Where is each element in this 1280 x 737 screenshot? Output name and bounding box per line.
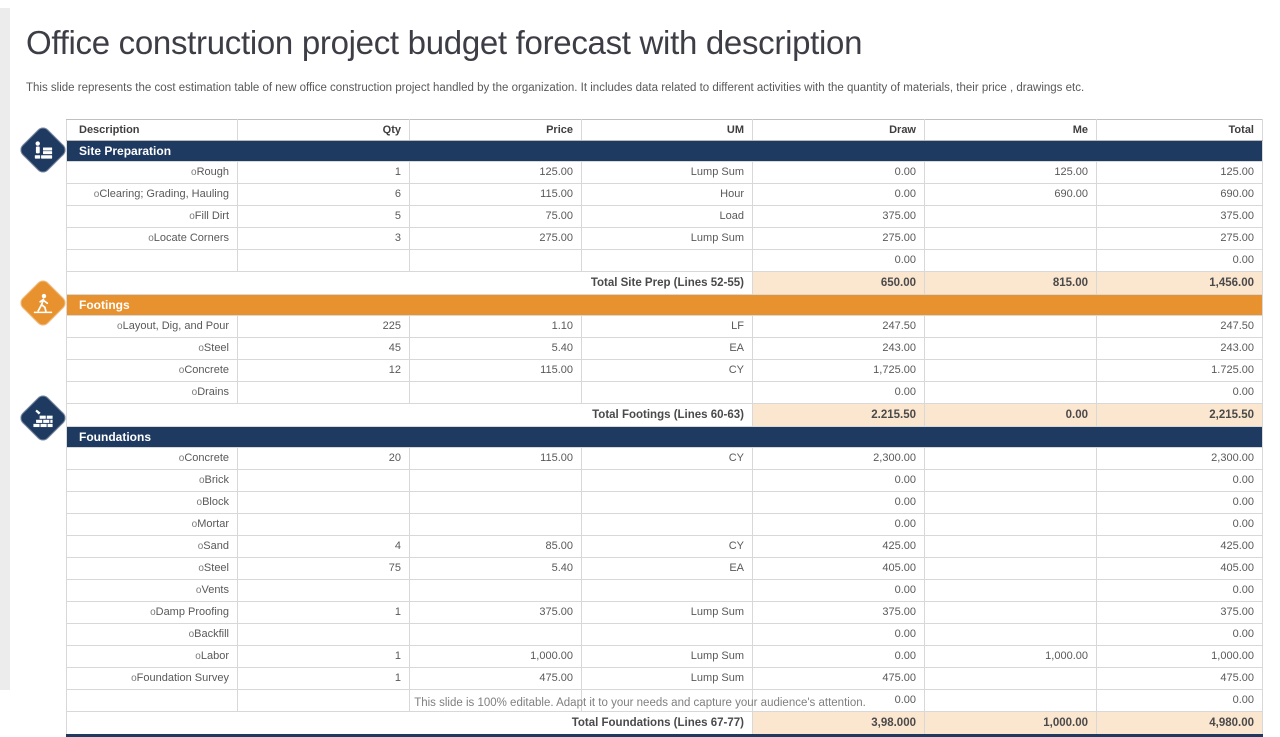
- value-cell: [410, 470, 582, 492]
- value-cell: 5.40: [410, 338, 582, 360]
- value-cell: [582, 382, 753, 404]
- item-bullet: o: [195, 651, 201, 662]
- description-cell: [67, 580, 238, 602]
- total-draw-cell: 3,98.000: [753, 712, 925, 736]
- item-bullet: o: [178, 453, 185, 464]
- value-cell: [582, 624, 753, 646]
- item-bullet: o: [197, 541, 204, 552]
- value-cell: [925, 558, 1097, 580]
- description-cell: [67, 162, 238, 184]
- value-cell: 3: [238, 228, 410, 250]
- description-cell: [67, 382, 238, 404]
- value-cell: 0.00: [1097, 690, 1263, 712]
- value-cell: 125.00: [410, 162, 582, 184]
- item-label: Layout, Dig, and Pour: [122, 320, 229, 332]
- value-cell: [410, 514, 582, 536]
- value-cell: 405.00: [1097, 558, 1263, 580]
- value-cell: 45: [238, 338, 410, 360]
- item-bullet: o: [131, 673, 137, 684]
- value-cell: Lump Sum: [582, 228, 753, 250]
- value-cell: 85.00: [410, 536, 582, 558]
- table-row: [67, 470, 1263, 492]
- value-cell: 405.00: [753, 558, 925, 580]
- value-cell: 375.00: [753, 602, 925, 624]
- value-cell: 12: [238, 360, 410, 382]
- value-cell: 475.00: [753, 668, 925, 690]
- value-cell: 1: [238, 668, 410, 690]
- value-cell: 0.00: [1097, 492, 1263, 514]
- total-total-cell: 1,456.00: [1097, 272, 1263, 295]
- slide-left-edge-strip: [0, 8, 10, 690]
- foundations-icon: [18, 393, 69, 444]
- section-header-site-preparation: Site Preparation: [67, 141, 1263, 162]
- value-cell: 6: [238, 184, 410, 206]
- description-cell: [67, 558, 238, 580]
- table-row: [67, 602, 1263, 624]
- site-preparation-icon: [18, 125, 69, 176]
- value-cell: 115.00: [410, 448, 582, 470]
- value-cell: Lump Sum: [582, 162, 753, 184]
- table-row: [67, 558, 1263, 580]
- item-bullet: o: [198, 343, 204, 354]
- item-bullet: o: [196, 497, 203, 508]
- col-header-qty: Qty: [238, 120, 410, 141]
- editable-note: This slide is 100% editable. Adapt it to your needs and capture your audience's attention.: [414, 697, 866, 709]
- item-label: Concrete: [184, 364, 229, 376]
- value-cell: 690.00: [925, 184, 1097, 206]
- description-cell: [67, 470, 238, 492]
- description-cell: [67, 646, 238, 668]
- value-cell: 375.00: [753, 206, 925, 228]
- value-cell: 247.50: [1097, 316, 1263, 338]
- value-cell: [925, 228, 1097, 250]
- total-draw-cell: 650.00: [753, 272, 925, 295]
- description-cell: [67, 602, 238, 624]
- total-draw-cell: 2.215.50: [753, 404, 925, 427]
- description-cell: [67, 250, 238, 272]
- value-cell: 690.00: [1097, 184, 1263, 206]
- table-row: [67, 206, 1263, 228]
- worker-with-crates-glyph: [32, 139, 55, 162]
- table-row: [67, 228, 1263, 250]
- value-cell: 243.00: [753, 338, 925, 360]
- value-cell: [238, 580, 410, 602]
- item-bullet: o: [191, 519, 198, 530]
- item-bullet: o: [117, 321, 123, 332]
- value-cell: [410, 624, 582, 646]
- value-cell: 375.00: [1097, 206, 1263, 228]
- total-label: Total Site Prep (Lines 52-55): [67, 272, 753, 295]
- table-row: [67, 668, 1263, 690]
- item-label: Fill Dirt: [194, 210, 229, 222]
- total-total-cell: 2,215.50: [1097, 404, 1263, 427]
- value-cell: 5: [238, 206, 410, 228]
- value-cell: [925, 514, 1097, 536]
- col-header-description: Description: [67, 120, 238, 141]
- col-header-draw: Draw: [753, 120, 925, 141]
- value-cell: 0.00: [753, 690, 925, 712]
- value-cell: 1,000.00: [410, 646, 582, 668]
- value-cell: 1,000.00: [1097, 646, 1263, 668]
- budget-table-body: [67, 141, 1263, 736]
- value-cell: [410, 250, 582, 272]
- total-me-cell: 1,000.00: [925, 712, 1097, 736]
- table-row: [67, 646, 1263, 668]
- value-cell: 243.00: [1097, 338, 1263, 360]
- item-bullet: o: [191, 167, 197, 178]
- value-cell: 2,300.00: [753, 448, 925, 470]
- value-cell: [582, 492, 753, 514]
- item-label: Sand: [203, 540, 229, 552]
- value-cell: 75: [238, 558, 410, 580]
- value-cell: 1: [238, 646, 410, 668]
- item-label: Brick: [204, 474, 229, 486]
- value-cell: LF: [582, 316, 753, 338]
- total-label: Total Footings (Lines 60-63): [67, 404, 753, 427]
- item-bullet: o: [195, 585, 202, 596]
- value-cell: 1.725.00: [1097, 360, 1263, 382]
- value-cell: 0.00: [753, 624, 925, 646]
- value-cell: 0.00: [753, 250, 925, 272]
- item-bullet: o: [198, 563, 204, 574]
- value-cell: [925, 470, 1097, 492]
- value-cell: 0.00: [1097, 470, 1263, 492]
- item-label: Vents: [201, 584, 229, 596]
- value-cell: [410, 580, 582, 602]
- table-row: [67, 536, 1263, 558]
- item-label: Foundation Survey: [136, 672, 229, 684]
- table-row: [67, 250, 1263, 272]
- value-cell: 275.00: [1097, 228, 1263, 250]
- value-cell: [582, 470, 753, 492]
- item-bullet: o: [93, 189, 100, 200]
- value-cell: 125.00: [925, 162, 1097, 184]
- description-cell: [67, 624, 238, 646]
- value-cell: 0.00: [753, 382, 925, 404]
- table-row: [67, 492, 1263, 514]
- value-cell: 475.00: [410, 668, 582, 690]
- value-cell: CY: [582, 360, 753, 382]
- value-cell: [238, 250, 410, 272]
- page-title: Office construction project budget forecast with description: [26, 24, 863, 61]
- item-label: Clearing; Grading, Hauling: [99, 188, 229, 200]
- item-label: Concrete: [184, 452, 229, 464]
- value-cell: 375.00: [1097, 602, 1263, 624]
- value-cell: 475.00: [1097, 668, 1263, 690]
- budget-table-header: [67, 120, 1263, 141]
- value-cell: [925, 624, 1097, 646]
- value-cell: [238, 470, 410, 492]
- value-cell: 0.00: [1097, 580, 1263, 602]
- value-cell: [582, 514, 753, 536]
- value-cell: [925, 448, 1097, 470]
- value-cell: Lump Sum: [582, 668, 753, 690]
- total-total-cell: 4,980.00: [1097, 712, 1263, 736]
- value-cell: [925, 536, 1097, 558]
- value-cell: [925, 360, 1097, 382]
- value-cell: 275.00: [410, 228, 582, 250]
- total-row-footings: [67, 404, 1263, 427]
- col-header-total: Total: [1097, 120, 1263, 141]
- value-cell: 1,000.00: [925, 646, 1097, 668]
- value-cell: Lump Sum: [582, 602, 753, 624]
- value-cell: 115.00: [410, 360, 582, 382]
- value-cell: [925, 206, 1097, 228]
- slide-description: This slide represents the cost estimation table of new office construction project handled by the organization. It includes data related to different activities with the quantity of materials, their price , drawings etc.: [26, 82, 1085, 94]
- table-row: [67, 360, 1263, 382]
- value-cell: Load: [582, 206, 753, 228]
- description-cell: [67, 184, 238, 206]
- value-cell: 1: [238, 602, 410, 624]
- item-label: Locate Corners: [153, 232, 229, 244]
- value-cell: 275.00: [753, 228, 925, 250]
- value-cell: 1,725.00: [753, 360, 925, 382]
- value-cell: [925, 492, 1097, 514]
- total-me-cell: 0.00: [925, 404, 1097, 427]
- value-cell: CY: [582, 536, 753, 558]
- item-bullet: o: [150, 607, 156, 618]
- value-cell: 425.00: [1097, 536, 1263, 558]
- col-header-um: UM: [582, 120, 753, 141]
- value-cell: [925, 316, 1097, 338]
- value-cell: [410, 492, 582, 514]
- value-cell: 1.10: [410, 316, 582, 338]
- value-cell: 0.00: [753, 580, 925, 602]
- value-cell: [925, 338, 1097, 360]
- table-row: [67, 184, 1263, 206]
- item-bullet: o: [198, 475, 205, 486]
- value-cell: [925, 668, 1097, 690]
- value-cell: 375.00: [410, 602, 582, 624]
- value-cell: 0.00: [753, 646, 925, 668]
- table-row: [67, 624, 1263, 646]
- table-row: [67, 448, 1263, 470]
- value-cell: 0.00: [1097, 382, 1263, 404]
- description-cell: [67, 492, 238, 514]
- value-cell: [238, 492, 410, 514]
- description-cell: [67, 668, 238, 690]
- total-me-cell: 815.00: [925, 272, 1097, 295]
- item-label: Mortar: [197, 518, 229, 530]
- value-cell: 20: [238, 448, 410, 470]
- value-cell: 0.00: [753, 492, 925, 514]
- value-cell: [238, 514, 410, 536]
- value-cell: [582, 580, 753, 602]
- value-cell: 75.00: [410, 206, 582, 228]
- value-cell: 0.00: [753, 184, 925, 206]
- value-cell: 5.40: [410, 558, 582, 580]
- value-cell: 4: [238, 536, 410, 558]
- description-cell: [67, 448, 238, 470]
- item-label: Drains: [197, 386, 229, 398]
- value-cell: 247.50: [753, 316, 925, 338]
- item-label: Block: [202, 496, 229, 508]
- description-cell: [67, 316, 238, 338]
- value-cell: 2,300.00: [1097, 448, 1263, 470]
- item-bullet: o: [191, 387, 198, 398]
- section-header-footings: Footings: [67, 295, 1263, 316]
- table-row: [67, 382, 1263, 404]
- table-row: [67, 338, 1263, 360]
- item-label: Damp Proofing: [155, 606, 229, 618]
- table-row: [67, 580, 1263, 602]
- table-row: [67, 162, 1263, 184]
- table-row: [67, 514, 1263, 536]
- item-bullet: o: [189, 211, 195, 222]
- value-cell: [925, 580, 1097, 602]
- description-cell: [67, 206, 238, 228]
- item-label: Labor: [200, 650, 229, 662]
- total-label: Total Foundations (Lines 67-77): [67, 712, 753, 736]
- trowel-brick-wall-glyph: [32, 407, 55, 430]
- item-label: Steel: [203, 562, 229, 574]
- item-bullet: o: [148, 233, 154, 244]
- value-cell: [410, 382, 582, 404]
- value-cell: CY: [582, 448, 753, 470]
- description-cell: [67, 228, 238, 250]
- value-cell: 225: [238, 316, 410, 338]
- footings-icon: [18, 278, 69, 329]
- col-header-price: Price: [410, 120, 582, 141]
- walking-worker-glyph: [32, 292, 55, 315]
- value-cell: 0.00: [753, 162, 925, 184]
- value-cell: Hour: [582, 184, 753, 206]
- value-cell: EA: [582, 558, 753, 580]
- value-cell: EA: [582, 338, 753, 360]
- value-cell: 0.00: [753, 514, 925, 536]
- budget-table: [66, 119, 1263, 737]
- table-row: [67, 316, 1263, 338]
- item-label: Rough: [196, 166, 229, 178]
- value-cell: 0.00: [1097, 250, 1263, 272]
- value-cell: [925, 382, 1097, 404]
- value-cell: [238, 624, 410, 646]
- value-cell: [925, 250, 1097, 272]
- description-cell: [67, 360, 238, 382]
- value-cell: 0.00: [1097, 514, 1263, 536]
- item-label: Backfill: [194, 628, 229, 640]
- item-bullet: o: [178, 365, 185, 376]
- total-row-foundations: [67, 712, 1263, 736]
- value-cell: 115.00: [410, 184, 582, 206]
- item-label: Steel: [203, 342, 229, 354]
- value-cell: [582, 250, 753, 272]
- description-cell: [67, 514, 238, 536]
- total-row-site-preparation: [67, 272, 1263, 295]
- value-cell: Lump Sum: [582, 646, 753, 668]
- description-cell: [67, 536, 238, 558]
- section-header-foundations: Foundations: [67, 427, 1263, 448]
- description-cell: [67, 338, 238, 360]
- value-cell: [925, 602, 1097, 624]
- value-cell: 125.00: [1097, 162, 1263, 184]
- value-cell: 0.00: [1097, 624, 1263, 646]
- value-cell: 1: [238, 162, 410, 184]
- value-cell: 0.00: [753, 470, 925, 492]
- item-bullet: o: [188, 629, 195, 640]
- value-cell: 425.00: [753, 536, 925, 558]
- value-cell: [238, 382, 410, 404]
- col-header-me: Me: [925, 120, 1097, 141]
